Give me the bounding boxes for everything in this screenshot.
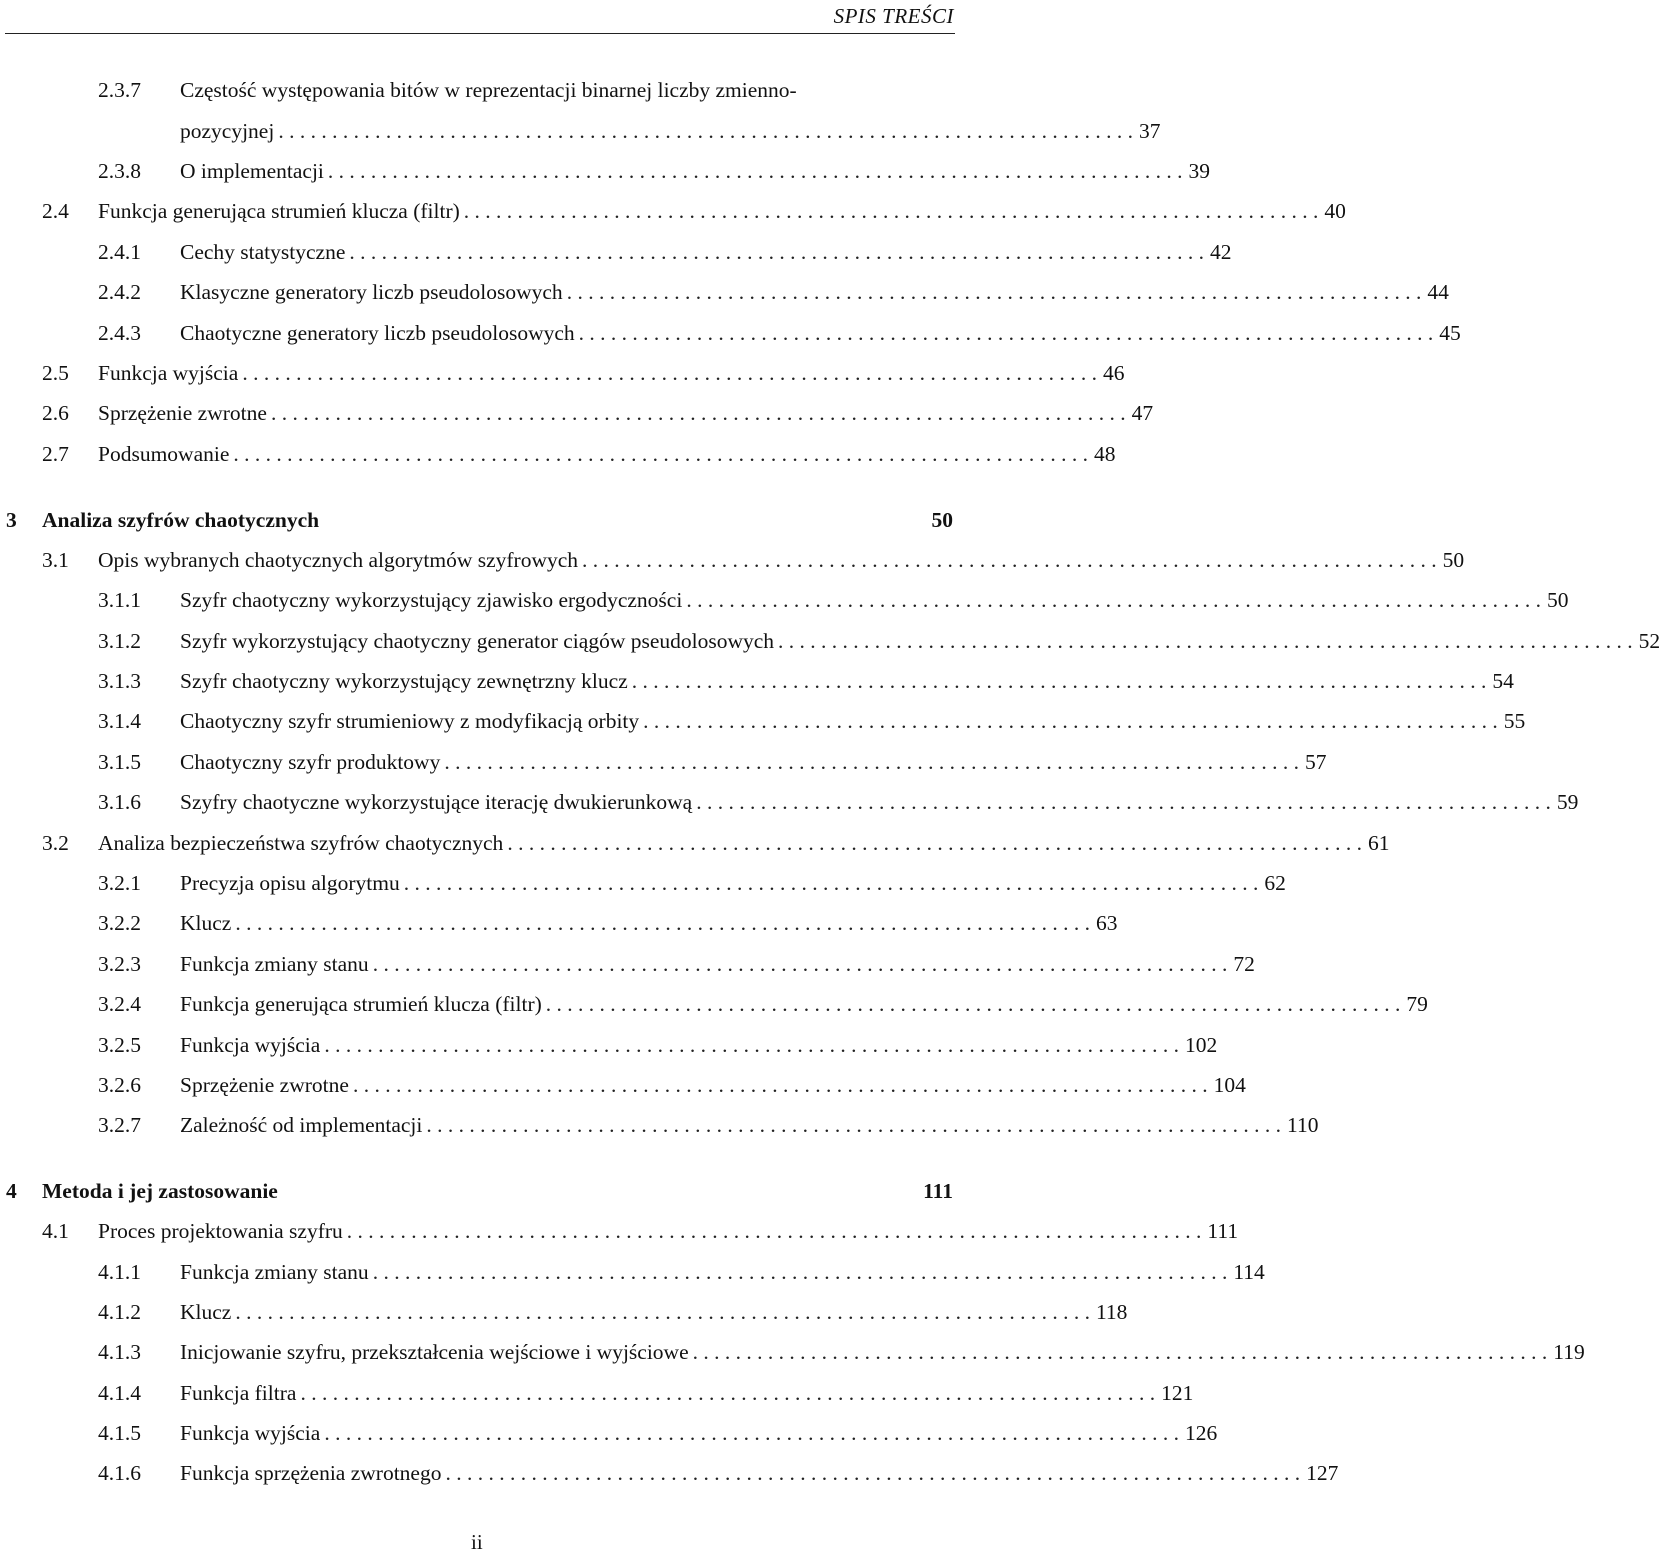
toc-entry-page: 102	[1184, 1033, 1218, 1057]
dot-leader: . . . . . . . . . . . . . . . . . . . . . . . . . . . . . . . . . . . . . . . . . . . . . . . . . . . . . . . . . . . . . . . . . . . . . . . . . . . . . . . .	[324, 1421, 1179, 1445]
toc-entry-page: 50	[1546, 588, 1569, 612]
toc-entry-page: 47	[1131, 401, 1154, 425]
toc-entry-number: 3.1.2	[98, 629, 141, 653]
toc-entry[interactable]	[98, 1031, 1218, 1059]
toc-entry[interactable]	[98, 1419, 1218, 1447]
toc-entry[interactable]	[98, 707, 1526, 735]
toc-entry-title: Cechy statystyczne	[180, 238, 349, 266]
toc-entry-number: 4.1.5	[98, 1421, 141, 1445]
dot-leader: . . . . . . . . . . . . . . . . . . . . . . . . . . . . . . . . . . . . . . . . . . . . . . . . . . . . . . . . . . . . . . . . . . . . . . . . . . . . . . . .	[578, 321, 1434, 345]
toc-entry-number: 4.1.6	[98, 1461, 141, 1485]
toc-entry-page: 54	[1492, 669, 1514, 693]
toc-entry-page: 119	[1553, 1340, 1585, 1364]
toc-entry-number: 3.1.5	[98, 750, 141, 774]
toc-entry-page: 114	[1233, 1260, 1265, 1284]
toc-entry-page: 48	[1094, 442, 1116, 466]
toc-entry-title: Funkcja wyjścia	[180, 1419, 324, 1447]
dot-leader: . . . . . . . . . . . . . . . . . . . . . . . . . . . . . . . . . . . . . . . . . . . . . . . . . . . . . . . . . . . . . . . . . . . . . . . . . . . . . . . .	[300, 1381, 1156, 1405]
toc-entry[interactable]	[98, 157, 1211, 185]
toc-entry-page: 52	[1638, 629, 1660, 653]
toc-entry-page: 127	[1306, 1461, 1339, 1485]
dot-leader: . . . . . . . . . . . . . . . . . . . . . . . . . . . . . . . . . . . . . . . . . . . . . . . . . . . . . . . . . . . . . . . . . . . . . . . . . . . . . . . .	[324, 1033, 1179, 1057]
toc-entry-title: Funkcja zmiany stanu	[180, 950, 373, 978]
toc-entry[interactable]	[42, 829, 1390, 857]
toc-entry[interactable]	[98, 627, 1660, 655]
toc-entry-page: 61	[1367, 831, 1390, 855]
toc-entry-title: Precyzja opisu algorytmu	[180, 869, 404, 897]
toc-entry[interactable]	[98, 869, 1286, 897]
toc-entry[interactable]	[98, 1071, 1246, 1099]
toc-entry[interactable]	[42, 1217, 1239, 1245]
toc-entry-number: 4.1.2	[98, 1300, 141, 1324]
toc-entry-title: Funkcja generująca strumień klucza (filtr)	[180, 990, 546, 1018]
toc-entry-page: 57	[1304, 750, 1327, 774]
toc-entry-title: Szyfry chaotyczne wykorzystujące iterację dwukierunkową	[180, 788, 696, 816]
dot-leader: . . . . . . . . . . . . . . . . . . . . . . . . . . . . . . . . . . . . . . . . . . . . . . . . . . . . . . . . . . . . . . . . . . . . . . . . . . . . . . . .	[566, 280, 1422, 304]
toc-entry-title: Proces projektowania szyfru	[98, 1217, 347, 1245]
toc-entry[interactable]	[42, 197, 1346, 225]
toc-entry-number: 2.6	[42, 401, 69, 425]
toc-entry-title: Szyfr wykorzystujący chaotyczny generator ciągów pseudolosowych	[180, 627, 778, 655]
dot-leader: . . . . . . . . . . . . . . . . . . . . . . . . . . . . . . . . . . . . . . . . . . . . . . . . . . . . . . . . . . . . . . . . . . . . . . . . . . . . . . . .	[463, 199, 1319, 223]
dot-leader: . . . . . . . . . . . . . . . . . . . . . . . . . . . . . . . . . . . . . . . . . . . . . . . . . . . . . . . . . . . . . . . . . . . . . . . . . . . . . . . .	[372, 952, 1228, 976]
toc-entry[interactable]	[98, 1111, 1319, 1139]
toc-entry[interactable]	[98, 667, 1514, 695]
dot-leader: . . . . . . . . . . . . . . . . . . . . . . . . . . . . . . . . . . . . . . . . . . . . . . . . . . . . . . . . . . . . . . . . . . . . . . . . . . . . . . . .	[507, 831, 1362, 855]
dot-leader: . . . . . . . . . . . . . . . . . . . . . . . . . . . . . . . . . . . . . . . . . . . . . . . . . . . . . . . . . . . . . . . . . . . . . . . . . . . . . . . .	[686, 588, 1541, 612]
dot-leader: . . . . . . . . . . . . . . . . . . . . . . . . . . . . . . . . . . . . . . . . . . . . . . . . . . . . . . . . . . . . . . . . . . . . . . . . . . . . . . . .	[445, 1461, 1301, 1485]
toc-entry-number: 4	[6, 1179, 17, 1203]
toc-entry[interactable]	[98, 909, 1118, 937]
toc-entry-title: pozycyjnej	[180, 117, 278, 145]
dot-leader: . . . . . . . . . . . . . . . . . . . . . . . . . . . . . . . . . . . . . . . . . . . . . . . . . . . . . . . . . . . . . . . . . . . . . . . . . . . . . . . .	[327, 159, 1183, 183]
toc-entry-number: 2.4	[42, 199, 69, 223]
dot-leader: . . . . . . . . . . . . . . . . . . . . . . . . . . . . . . . . . . . . . . . . . . . . . . . . . . . . . . . . . . . . . . . . . . . . . . . . . . . . . . . .	[372, 1260, 1228, 1284]
toc-entry-number: 2.4.2	[98, 280, 141, 304]
toc-entry-number: 3.2.5	[98, 1033, 141, 1057]
dot-leader: . . . . . . . . . . . . . . . . . . . . . . . . . . . . . . . . . . . . . . . . . . . . . . . . . . . . . . . . . . . . . . . . . . . . . . . . . . . . . . . .	[692, 1340, 1548, 1364]
toc-entry[interactable]	[98, 1379, 1194, 1407]
toc-entry[interactable]	[98, 278, 1449, 306]
toc-entry-number: 3.2.4	[98, 992, 141, 1016]
toc-entry-page: 62	[1264, 871, 1286, 895]
toc-entry-title: O implementacji	[180, 157, 328, 185]
dot-leader: . . . . . . . . . . . . . . . . . . . . . . . . . . . . . . . . . . . . . . . . . . . . . . . . . . . . . . . . . . . . . . . . . . . . . . . . . . . . . . . .	[349, 240, 1205, 264]
toc-entry-title: Metoda i jej zastosowanie	[42, 1177, 282, 1205]
dot-leader: . . . . . . . . . . . . . . . . . . . . . . . . . . . . . . . . . . . . . . . . . . . . . . . . . . . . . . . . . . . . . . . . . . . . . . . . . . . . . . . .	[242, 361, 1097, 385]
toc-entry-page: 63	[1095, 911, 1118, 935]
toc-entry[interactable]	[98, 990, 1428, 1018]
toc-entry-title: Szyfr chaotyczny wykorzystujący zjawisko ergodyczności	[180, 586, 686, 614]
toc-entry-number: 4.1	[42, 1219, 69, 1243]
toc-entry[interactable]	[98, 1298, 1128, 1326]
toc-entry-page: 126	[1184, 1421, 1218, 1445]
dot-leader: . . . . . . . . . . . . . . . . . . . . . . . . . . . . . . . . . . . . . . . . . . . . . . . . . . . . . . . . . . . . . . . . . . . . . . . . . . . . . . . .	[426, 1113, 1282, 1137]
toc-entry-number: 3.1.4	[98, 709, 141, 733]
toc-entry-page: 40	[1324, 199, 1346, 223]
toc-entry-number: 3.1.6	[98, 790, 141, 814]
toc-chapter[interactable]	[6, 1177, 953, 1205]
toc-entry-number: 4.1.4	[98, 1381, 141, 1405]
toc-entry-number: 2.3.7	[98, 78, 141, 102]
toc-entry-page: 121	[1161, 1381, 1194, 1405]
page-number: ii	[471, 1530, 483, 1554]
dot-leader: . . . . . . . . . . . . . . . . . . . . . . . . . . . . . . . . . . . . . . . . . . . . . . . . . . . . . . . . . . . . . . . . . . . . . . . . . . . . . . . .	[444, 750, 1299, 774]
toc-entry-page: 104	[1213, 1073, 1246, 1097]
toc-entry[interactable]	[98, 238, 1232, 266]
toc-entry-number: 2.4.3	[98, 321, 141, 345]
toc-entry-page: 110	[1287, 1113, 1319, 1137]
dot-leader: . . . . . . . . . . . . . . . . . . . . . . . . . . . . . . . . . . . . . . . . . . . . . . . . . . . . . . . . . . . . . . . . . . . . . . . . . . . . . . . .	[346, 1219, 1202, 1243]
toc-entry-title: Podsumowanie	[98, 440, 233, 468]
toc-entry-page: 39	[1188, 159, 1211, 183]
dot-leader: . . . . . . . . . . . . . . . . . . . . . . . . . . . . . . . . . . . . . . . . . . . . . . . . . . . . . . . . . . . . . . . . . . . . . . . . . . . . . . . .	[403, 871, 1259, 895]
toc-entry-title: Funkcja generująca strumień klucza (filtr)	[98, 197, 464, 225]
toc-entry-page: 50	[1442, 548, 1465, 572]
dot-leader: . . . . . . . . . . . . . . . . . . . . . . . . . . . . . . . . . . . . . . . . . . . . . . . . . . . . . . . . . . . . . . . . . . . . . . . . . . . . . . . .	[352, 1073, 1208, 1097]
toc-entry-number: 3.2.1	[98, 871, 141, 895]
toc-entry-title: Chaotyczny szyfr strumieniowy z modyfikacją orbity	[180, 707, 643, 735]
toc-entry-page: 118	[1095, 1300, 1128, 1324]
running-head: SPIS TREŚCI	[833, 4, 954, 28]
toc-entry[interactable]	[98, 788, 1579, 816]
toc-entry-title: Funkcja zmiany stanu	[180, 1258, 373, 1286]
toc-entry-title[interactable]: Częstość występowania bitów w reprezentacji binarnej liczby zmienno-	[180, 78, 797, 102]
dot-leader: . . . . . . . . . . . . . . . . . . . . . . . . . . . . . . . . . . . . . . . . . . . . . . . . . . . . . . . . . . . . . . . . . . . . . . . . . . . . . . . .	[582, 548, 1437, 572]
toc-entry-page: 50	[931, 508, 953, 532]
toc-entry-title: Chaotyczne generatory liczb pseudolosowych	[180, 319, 579, 347]
toc-entry-title: Inicjowanie szyfru, przekształcenia wejściowe i wyjściowe	[180, 1338, 693, 1366]
toc-entry-number: 3.2	[42, 831, 69, 855]
toc-entry[interactable]	[98, 1338, 1585, 1366]
toc-entry-title: Funkcja wyjścia	[180, 1031, 324, 1059]
dot-leader: . . . . . . . . . . . . . . . . . . . . . . . . . . . . . . . . . . . . . . . . . . . . . . . . . . . . . . . . . . . . . . . . . . . . . . . . . . . . . . . .	[696, 790, 1551, 814]
toc-entry-title: Klucz	[180, 1298, 235, 1326]
toc-entry-number: 3.2.7	[98, 1113, 141, 1137]
dot-leader: . . . . . . . . . . . . . . . . . . . . . . . . . . . . . . . . . . . . . . . . . . . . . . . . . . . . . . . . . . . . . . . . . . . . . . . . . . . . . . . .	[270, 401, 1126, 425]
toc-entry-number: 4.1.3	[98, 1340, 141, 1364]
toc-entry[interactable]	[42, 546, 1465, 574]
toc-entry-title: Funkcja filtra	[180, 1379, 300, 1407]
toc-entry-page: 37	[1138, 119, 1161, 143]
toc-entry-number: 3	[6, 508, 17, 532]
dot-leader: . . . . . . . . . . . . . . . . . . . . . . . . . . . . . . . . . . . . . . . . . . . . . . . . . . . . . . . . . . . . . . . . . . . . . . . . . . . . . . . .	[778, 629, 1633, 653]
toc-entry-number: 4.1.1	[98, 1260, 141, 1284]
toc-entry-title: Chaotyczny szyfr produktowy	[180, 748, 444, 776]
dot-leader: . . . . . . . . . . . . . . . . . . . . . . . . . . . . . . . . . . . . . . . . . . . . . . . . . . . . . . . . . . . . . . . . . . . . . . . . . . . . . . . .	[545, 992, 1401, 1016]
toc-entry[interactable]	[98, 950, 1255, 978]
toc-entry-number: 3.2.6	[98, 1073, 141, 1097]
toc-entry-page: 46	[1102, 361, 1125, 385]
toc-entry-number: 2.4.1	[98, 240, 141, 264]
toc-entry[interactable]	[98, 748, 1327, 776]
dot-leader: . . . . . . . . . . . . . . . . . . . . . . . . . . . . . . . . . . . . . . . . . . . . . . . . . . . . . . . . . . . . . . . . . . . . . . . . . . . . . . . .	[643, 709, 1498, 733]
toc-entry[interactable]	[98, 1258, 1265, 1286]
toc-entry-page: 42	[1210, 240, 1232, 264]
toc-entry-page: 59	[1556, 790, 1579, 814]
toc-entry-title: Opis wybranych chaotycznych algorytmów szyfrowych	[98, 546, 582, 574]
toc-entry-title: Analiza szyfrów chaotycznych	[42, 506, 323, 534]
toc-entry-number: 2.3.8	[98, 159, 141, 183]
toc-entry[interactable]	[98, 319, 1461, 347]
dot-leader: . . . . . . . . . . . . . . . . . . . . . . . . . . . . . . . . . . . . . . . . . . . . . . . . . . . . . . . . . . . . . . . . . . . . . . . . . . . . . . . .	[235, 911, 1090, 935]
toc-entry-title: Zależność od implementacji	[180, 1111, 426, 1139]
toc-entry-title: Klucz	[180, 909, 235, 937]
dot-leader: . . . . . . . . . . . . . . . . . . . . . . . . . . . . . . . . . . . . . . . . . . . . . . . . . . . . . . . . . . . . . . . . . . . . . . . . . . . . . . . .	[235, 1300, 1090, 1324]
toc-entry-number: 2.7	[42, 442, 69, 466]
toc-entry[interactable]	[98, 586, 1569, 614]
toc-entry[interactable]	[42, 440, 1116, 468]
toc-entry-title: Funkcja sprzężenia zwrotnego	[180, 1459, 445, 1487]
toc-entry[interactable]	[98, 1459, 1339, 1487]
toc-entry-number: 3.2.3	[98, 952, 141, 976]
toc-entry-number: 3.1.3	[98, 669, 141, 693]
toc-entry-page: 55	[1503, 709, 1526, 733]
toc-chapter[interactable]	[6, 506, 953, 534]
toc-entry-page: 111	[1207, 1219, 1239, 1243]
toc-entry-page: 79	[1406, 992, 1428, 1016]
toc-entry-title: Sprzężenie zwrotne	[180, 1071, 353, 1099]
toc-entry-number: 3.1	[42, 548, 69, 572]
toc-entry-page: 45	[1439, 321, 1461, 345]
toc-entry-title: Analiza bezpieczeństwa szyfrów chaotycznych	[98, 829, 507, 857]
toc-entry-title: Sprzężenie zwrotne	[98, 399, 271, 427]
toc-entry-title: Klasyczne generatory liczb pseudolosowych	[180, 278, 567, 306]
toc-entry-title: Funkcja wyjścia	[98, 359, 242, 387]
toc-entry-page: 72	[1233, 952, 1255, 976]
toc-entry[interactable]	[180, 117, 1161, 145]
dot-leader: . . . . . . . . . . . . . . . . . . . . . . . . . . . . . . . . . . . . . . . . . . . . . . . . . . . . . . . . . . . . . . . . . . . . . . . . . . . . . . . .	[631, 669, 1487, 693]
toc-entry-page: 111	[923, 1179, 953, 1203]
toc-entry-page: 44	[1427, 280, 1449, 304]
dot-leader: . . . . . . . . . . . . . . . . . . . . . . . . . . . . . . . . . . . . . . . . . . . . . . . . . . . . . . . . . . . . . . . . . . . . . . . . . . . . . . . .	[233, 442, 1089, 466]
dot-leader: . . . . . . . . . . . . . . . . . . . . . . . . . . . . . . . . . . . . . . . . . . . . . . . . . . . . . . . . . . . . . . . . . . . . . . . . . . . . . . . .	[278, 119, 1133, 143]
toc-entry[interactable]	[42, 399, 1154, 427]
toc-entry-title: Szyfr chaotyczny wykorzystujący zewnętrzny klucz	[180, 667, 632, 695]
toc-entry[interactable]	[42, 359, 1125, 387]
toc-entry-number: 3.1.1	[98, 588, 141, 612]
toc-entry-number: 3.2.2	[98, 911, 141, 935]
toc-entry-number: 2.5	[42, 361, 69, 385]
